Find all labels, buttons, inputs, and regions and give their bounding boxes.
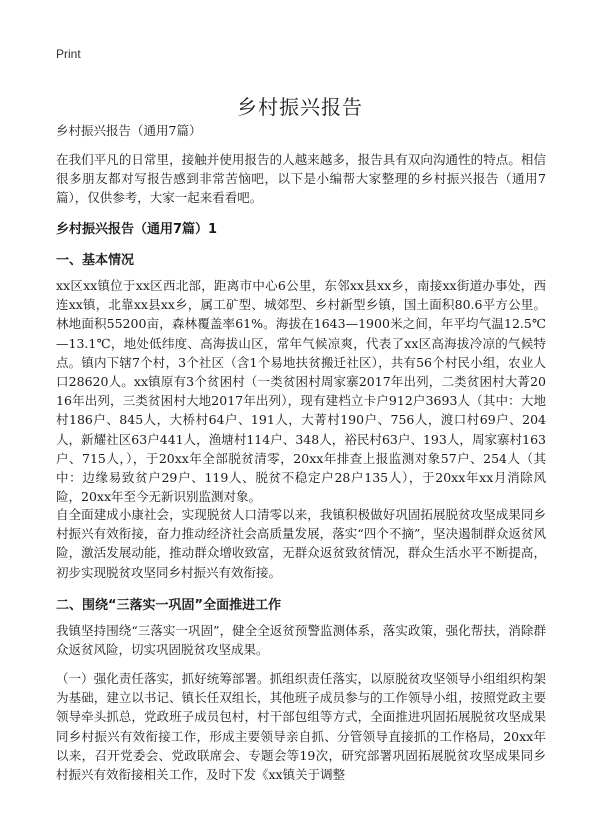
section-heading-basic: 一、基本情况 — [56, 253, 135, 268]
print-link[interactable]: Print — [56, 47, 81, 61]
focus-paragraph: 我镇坚持围绕“三落实一巩固”，健全全返贫预警监测体系，落实政策，强化帮扶，消除群众返贫风险，切实巩固脱贫攻坚成果。 — [56, 623, 546, 658]
responsibility-paragraph: （一）强化责任落实，抓好统筹部署。抓组织责任落实，以原脱贫攻坚领导小组组织构架为基础，建立以书记、镇长任双组长，其他班子成员参与的工作领导小组，按照党政主要领导牵头抓总，党政班子成员包村，村干部包组等方式，全面推进巩固拓展脱贫攻坚成果同乡村振兴有效衔接工作，形成主要领导亲自抓、分管领导直接抓的工作格局，20xx年以来，召开党委会、党政联席会、专题会等19次，研究部署巩固拓展脱贫攻坚成果同乡村振兴有效衔接相关工作，及时下发《xx镇关于调整 — [56, 671, 546, 783]
intro-paragraph: 在我们平凡的日常里，接触并使用报告的人越来越多，报告具有双向沟通性的特点。相信很多朋友都对写报告感到非常苦恼吧，以下是小编帮大家整理的乡村振兴报告（通用7篇），仅供参考，大家一起来看看吧。 — [56, 152, 546, 206]
basic-situation-paragraph: xx区xx镇位于xx区西北部，距离市中心6公里，东邻xx县xx乡，南接xx街道办事处，西连xx镇，北靠xx县xx乡，属工矿型、城郊型、乡村新型乡镇，国土面积80.6平方公里。林地面积55200亩，森林覆盖率61%。海拔在1643—1900米之间，年平均气温12.5℃—13.1℃，地处低纬度、高海拔山区，常年气候凉爽，代表了xx区高海拔冷凉的气候特点。镇内下辖7个村，3个社区（含1个易地扶贫搬迁社区），共有56个村民小组，农业人口28620人。xx镇原有3个贫困村（一类贫困村周家寨2017年出列，二类贫困村大菁2016年出列，三类贫困村大地2017年出列），现有建档立卡户912户3693人（其中：大地村186户、845人，大桥村64户、191人，大菁村190户、756人，渡口村69户、204人，新耀社区63户441人，渔塘村114户、348人，裕民村63户、193人，周家寨村163户、715人，），于20xx年全部脱贫清零，20xx年排查上报监测对象57户、254人（其中：边缘易致贫户29户、119人、脱贫不稳定户28户135人），于20xx年xx月消除风险，20xx年至今无新识别监测对象。 — [56, 278, 546, 505]
page-title: 乡村振兴报告 — [237, 95, 363, 120]
section-heading-focus: 二、围绕“三落实一巩固”全面推进工作 — [56, 598, 282, 613]
achievement-paragraph: 自全面建成小康社会，实现脱贫人口清零以来，我镇积极做好巩固拓展脱贫攻坚成果同乡村振兴有效衔接，奋力推动经济社会高质量发展，落实“四个不摘”，坚决遏制群众返贫风险，激活发展动能，推动群众增收致富，无群众返贫致贫情况，群众生活水平不断提高，初步实现脱贫攻坚同乡村振兴有效衔接。 — [56, 507, 546, 580]
part-title: 乡村振兴报告（通用7篇）1 — [56, 222, 218, 237]
document-subtitle: 乡村振兴报告（通用7篇） — [56, 123, 202, 138]
